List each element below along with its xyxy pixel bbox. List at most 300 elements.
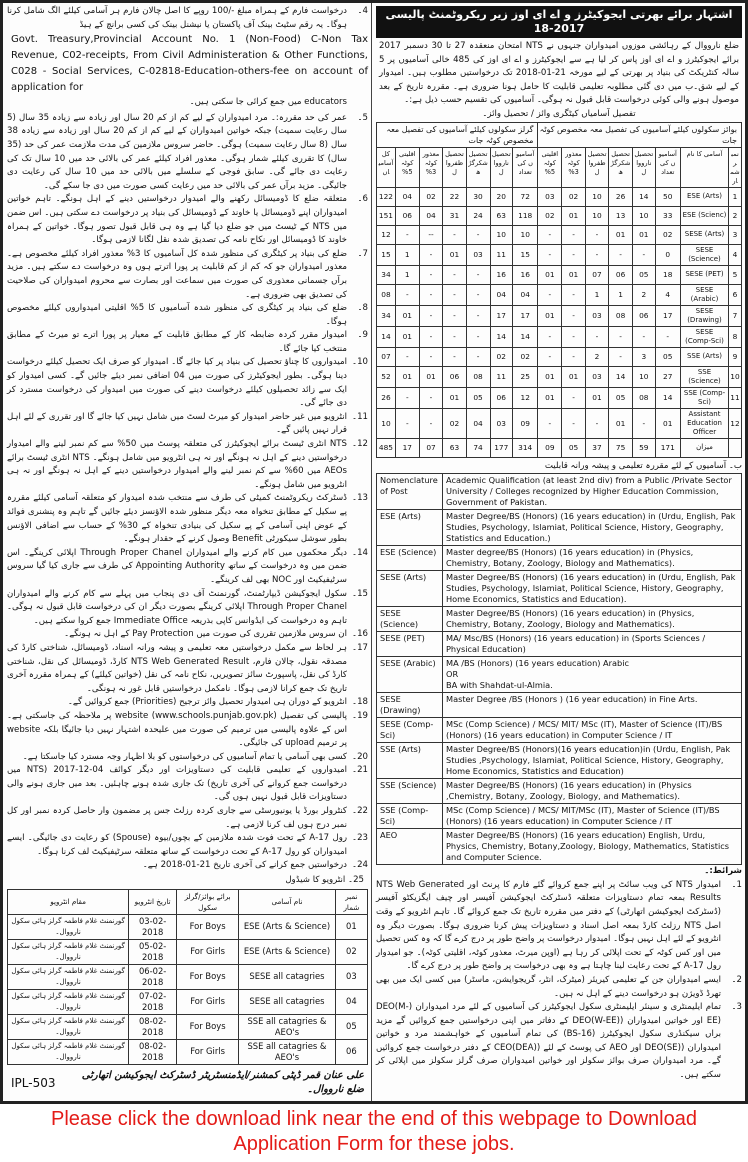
post-nomenclature: SESE (Arts) <box>377 571 443 607</box>
vacancy-cell: 10 <box>512 225 538 244</box>
schedule-cell: SESE all catagries <box>239 989 336 1014</box>
item-number: 5۔ <box>357 112 368 123</box>
signatory: علی عنان قمر ڈپٹی کمشنر/ایڈمنسٹریٹر ڈسٹرکٹ ایجوکیشن اتھارٹی ضلع نارووال۔ <box>81 1069 364 1095</box>
vacancy-cell: 10 <box>729 366 742 387</box>
vacancy-cell: 20 <box>490 187 512 206</box>
item-text: ان سروس ملازمین تقرری کی صورت میں Pay Protection کے اہل نہ ہونگے۔ <box>64 629 347 640</box>
vacancy-header: کل آسامیاں <box>377 147 396 187</box>
vacancy-cell: - <box>562 284 586 305</box>
vacancy-cell: - <box>466 225 490 244</box>
vacancy-cell: 01 <box>538 305 562 326</box>
vacancy-cell: 04 <box>466 408 490 438</box>
schedule-cell: گورنمنٹ غلام فاطمہ گرلز ہائی سکول نارووال۔ <box>8 989 129 1014</box>
item-number: 20۔ <box>352 751 368 762</box>
vacancy-cell: - <box>419 305 443 326</box>
vacancy-cell: - <box>443 265 466 284</box>
vacancy-cell: - <box>419 347 443 366</box>
vacancy-cell: - <box>562 326 586 347</box>
vacancy-row <box>377 244 742 265</box>
item-text: انٹرویو کے دوران ہی امیدوار تحصیل وائز ترجیح (Priorities) جمع کروائیں گے۔ <box>67 697 347 708</box>
post-name: SESE (Drawing) <box>681 305 729 326</box>
policy-item <box>7 588 368 629</box>
post-nomenclature: AEO <box>377 829 443 865</box>
vacancy-cell: - <box>585 225 608 244</box>
schedule-cell: 03 <box>335 964 367 989</box>
vacancy-cell: 01 <box>609 408 633 438</box>
post-name: SSE (Arts) <box>681 347 729 366</box>
vacancy-cell: - <box>633 408 655 438</box>
vacancy-cell: 04 <box>490 284 512 305</box>
ad-title: اشتہار برائے بھرتی ایجوکیٹرز و اے ای اوز زیر ریکروٹمنٹ پالیسی 2017-18 <box>376 6 742 38</box>
vacancy-cell: - <box>443 305 466 326</box>
schedule-cell: SSE all catagries & AEO's <box>239 1039 336 1064</box>
vacancy-cell: 03 <box>585 366 608 387</box>
condition-item <box>376 1001 742 1083</box>
vacancy-cell <box>729 438 742 457</box>
vacancy-cell: 05 <box>562 438 586 457</box>
vacancy-cell: -- <box>419 225 443 244</box>
post-nomenclature: SESE (Arabic) <box>377 657 443 693</box>
intro-text: ضلع نارووال کے رہائشی موزوں امیدواران جنہوں نے NTS امتحان منعقدہ 27 تا 30 دسمبر 2017 برائے ایجوکیٹرز و اے ای اوز پاس کر لیا ہے سے ایجوکیٹرز و اے ای اوز کی 485 خالی آسامیوں پر 5 سالہ کنٹریکٹ کی بنیاد پر بھرتی کے لیے مورخہ 21-01-2018 تک درخواستیں مطلوب ہیں۔ امیدوار کے لیے شق۔ب میں دی گئی مطلوبہ تعلیمی قابلیت کا حامل ہونا ضروری ہے۔ مقررہ تاریخ کے بعد موصول ہونے والی کوئی درخواست قابل قبول نہ ہوگی۔ آسامیوں کی تقسیم حسب ذیل ہے:۔ <box>379 41 739 106</box>
vacancy-cell: 37 <box>585 438 608 457</box>
vacancy-row <box>377 387 742 408</box>
vacancy-cell: 03 <box>585 305 608 326</box>
qualification-row <box>377 743 742 779</box>
item-4-tail: educators میں جمع کرائی جا سکتی ہیں۔ <box>189 97 347 108</box>
vacancy-cell: 15 <box>377 244 396 265</box>
schedule-row <box>8 989 368 1014</box>
vacancy-cell: 11 <box>490 244 512 265</box>
vacancy-cell: 09 <box>538 438 562 457</box>
policy-item <box>7 411 368 438</box>
qualification-row <box>377 718 742 743</box>
schedule-cell: SSE all catagries & AEO's <box>239 1014 336 1039</box>
qualification-row <box>377 657 742 693</box>
vacancy-cell: 02 <box>419 187 443 206</box>
vacancy-cell: 01 <box>538 366 562 387</box>
vacancy-cell: 59 <box>633 438 655 457</box>
vacancy-cell: 33 <box>655 206 681 225</box>
schedule-header: مقام انٹرویو <box>8 889 129 914</box>
vacancy-cell: 27 <box>655 366 681 387</box>
vacancy-cell: 06 <box>609 265 633 284</box>
condition-item <box>376 879 742 974</box>
schedule-cell: 05 <box>335 1014 367 1039</box>
vacancy-cell: 485 <box>377 438 396 457</box>
vacancy-cell: - <box>466 284 490 305</box>
policy-items <box>7 112 368 873</box>
vacancy-cell: - <box>466 265 490 284</box>
vacancy-cell: - <box>633 244 655 265</box>
vacancy-cell: 8 <box>729 326 742 347</box>
qualification-text: MA/ Msc/BS (Honors) (16 years education) in (Sports Sciences / Physical Education) <box>443 632 742 657</box>
schedule-cell: 04 <box>335 989 367 1014</box>
vacancy-cell: 63 <box>490 206 512 225</box>
vacancy-cell: 4 <box>655 284 681 305</box>
vacancy-header: آسامیوں کی تعداد <box>512 147 538 187</box>
vacancy-cell: 04 <box>512 284 538 305</box>
vacancy-cell: 6 <box>729 284 742 305</box>
vacancy-cell: - <box>538 408 562 438</box>
vacancy-cell: 151 <box>377 206 396 225</box>
vacancy-cell: 06 <box>443 366 466 387</box>
schedule-header: تاریخ انٹرویو <box>129 889 177 914</box>
vacancy-cell: - <box>538 326 562 347</box>
post-nomenclature: ESE (Arts) <box>377 510 443 546</box>
vacancy-cell: 16 <box>490 265 512 284</box>
post-name: میزان <box>681 438 729 457</box>
vacancy-cell: - <box>562 387 586 408</box>
vacancy-row <box>377 347 742 366</box>
condition-text: تمام ایلیمنٹری و سینئر ایلیمنٹری سکول ایجوکیٹرز کی آسامیوں کے لئے مرد امیدواران (DEO(M-EE) اور خواتین امیدواران (DEO(W-EE) کے دفاتر میں اپنی درخواستیں جمع کروائیں گے مزید براں سیکنڈری سکول ایجوکیٹرز (BS-16) کی تمام آسامیوں کے خواہشمند مرد و خواتین امیدواران (DEO(SE) اور AEO کی پوسٹ کے لئے (CEO(DEA) کے دفتر درخواست جمع کروائیں گے۔ مرد امیدواران صرف بوائز سکولز اور خواتین امیدواران صرف گرلز سکولز میں اپلائی کر سکتے ہیں۔ <box>376 1002 722 1081</box>
post-name: SESE (Science) <box>681 244 729 265</box>
item-4: 4۔ درخواست فارم کے ہمراہ مبلغ -/100 روپے کا اصل چالان فارم ہر آسامی کیلئے الگ شامل کرنا ہوگا۔ یہ رقم سٹیٹ بینک آف پاکستان یا نیشنل بینک کی کسی برانچ کے ہیڈ <box>7 6 368 30</box>
item-text: ڈسٹرکٹ ریکروٹمنٹ کمیٹی کی طرف سے منتخب شدہ امیدوار کو متعلقہ آسامی کیلئے مقررہ پے سکیل کے مطابق تنخواہ معہ دیگر منظور شدہ الاؤنسز دیئے جائیں گے تاہم وہ پنشنری فوائد کے عوض اپنی آسامی کے پے سکیل کی بنیادی تنخواہ کے 30% کے حساب سے اضافی الاؤنس بطور سوشل سیکورٹی Benefit وصول کرنے کے حقدار ہونگے۔ <box>7 493 347 545</box>
qualification-row <box>377 571 742 607</box>
vacancy-cell: 01 <box>443 244 466 265</box>
vacancy-cell: - <box>585 408 608 438</box>
vacancy-cell: 07 <box>377 347 396 366</box>
vacancy-cell: - <box>443 326 466 347</box>
vacancy-row <box>377 225 742 244</box>
vacancy-cell: - <box>419 244 443 265</box>
schedule-cell: 03-02-2018 <box>129 914 177 939</box>
vacancy-cell: 01 <box>538 265 562 284</box>
vacancy-cell: 10 <box>585 206 608 225</box>
condition-text: ایسے امیدواران جن کے تعلیمی کیریئر (میٹرک، انٹر، گریجوایشن، ماسٹر) میں کسی ایک میں بھی تھرڈ ڈویژن ہو درخواست دینے کے اہل نہ ہیں۔ <box>376 974 721 999</box>
policy-item <box>7 859 368 873</box>
condition-item <box>376 974 742 1001</box>
vacancy-cell: 30 <box>466 187 490 206</box>
vacancy-cell: 02 <box>443 408 466 438</box>
vacancy-header: نمبر شمار <box>729 147 742 187</box>
vacancy-cell: 01 <box>395 326 419 347</box>
item-text: امیدوار مقرر کردہ ضابطہ کار کے مطابق قابلیت کے معیار پر پورا اترے تو میرٹ کے مطابق منتخب کیا جائے گا۔ <box>7 330 347 354</box>
schedule-cell: 05-02-2018 <box>129 939 177 964</box>
vacancy-cell: 17 <box>395 438 419 457</box>
vacancy-cell: 2 <box>729 206 742 225</box>
vacancy-cell: - <box>443 347 466 366</box>
item-text: درخواستیں جمع کرانے کی آخری تاریخ 21-01-2018 ہے۔ <box>142 860 347 871</box>
post-name: ESE (Arts) <box>681 187 729 206</box>
vacancy-cell: 10 <box>633 366 655 387</box>
vacancy-cell: 26 <box>377 387 396 408</box>
download-notice: Please click the download link near the end of this webpage to Download Application Form for these jobs. <box>51 1107 697 1155</box>
item-text: دیگر محکموں میں کام کرنے والے امیدواران Through Proper Chanel اپلائی کرینگے۔ اس ضمن میں وہ درخواست کے ساتھ Appointing Authority کی طرف سے جاری کیا گیا سروس سرٹیفیکیٹ اور NOC بھی لف کرینگے۔ <box>7 547 347 585</box>
vacancy-cell: 14 <box>490 326 512 347</box>
qualification-text: Academic Qualification (at least 2nd div) from a Public /Private Sector University / Colleges recognized by Higher Education Commission, Government of Pakistan. <box>443 474 742 510</box>
vacancy-cell: 05 <box>609 387 633 408</box>
item-text: انٹرویو میں غیر حاضر امیدوار کو میرٹ لسٹ میں شامل نہیں کیا جائے گا اور تقرری کے لئے اہل قرار نہیں پائیں گے۔ <box>7 411 347 436</box>
vacancy-cell: - <box>538 284 562 305</box>
item-text: پالیسی کی تفصیل website (www.schools.punjab.gov.pk) پر ملاحظہ کی جاسکتی ہے۔ اس کے علاوہ پالیسی میں ترمیم کی صورت میں علیحدہ اشتہار نہیں دیا جائیگا بلکہ website پر ترمیم upload کی جائیگی۔ <box>7 710 347 749</box>
item-number: 13۔ <box>352 493 368 504</box>
qualification-text: Master Degree /BS (Honors ) (16 year education) in Fine Arts. <box>443 693 742 718</box>
qualification-text: Master Degree/BS (Honors) (16 years education) in (Urdu, English, Pak Studies, Psychology, Islamiat, Political Science, History, Geography, Home Economics, Statistics and Education). <box>443 571 742 607</box>
vacancy-cell: - <box>562 244 586 265</box>
policy-item <box>7 438 368 492</box>
post-nomenclature: ESE (Science) <box>377 546 443 571</box>
schedule-header: برائے بوائز/گرلز سکول <box>177 889 239 914</box>
vacancy-cell: - <box>655 326 681 347</box>
vacancy-cell: 01 <box>562 265 586 284</box>
vacancy-cell: 10 <box>633 206 655 225</box>
item-number: 16۔ <box>352 629 368 640</box>
post-name: SESE (PET) <box>681 265 729 284</box>
schedule-cell: ESE (Arts & Science) <box>239 939 336 964</box>
vacancy-cell: - <box>466 326 490 347</box>
vacancy-cell: 31 <box>443 206 466 225</box>
policy-item <box>7 751 368 765</box>
post-nomenclature: SSE (Comp-Sci) <box>377 804 443 829</box>
schedule-cell: SESE all catagries <box>239 964 336 989</box>
vacancy-cell: 50 <box>655 187 681 206</box>
vacancy-cell: 18 <box>655 265 681 284</box>
item-number: 19۔ <box>352 710 368 721</box>
qualification-row <box>377 829 742 865</box>
vacancy-cell: 02 <box>538 206 562 225</box>
policy-item <box>7 248 368 302</box>
condition-number: 2۔ <box>731 974 742 985</box>
vacancy-cell: 75 <box>609 438 633 457</box>
vacancy-cell: 01 <box>395 366 419 387</box>
vacancy-cell: 08 <box>466 366 490 387</box>
vacancy-header: تحصیل شکرگڑھ <box>609 147 633 187</box>
item-number: 10۔ <box>352 357 368 368</box>
vacancy-cell: 2 <box>585 347 608 366</box>
policy-item <box>7 805 368 832</box>
vacancy-cell: - <box>562 305 586 326</box>
vacancy-cell: - <box>419 284 443 305</box>
condition-number: 3۔ <box>731 1002 742 1013</box>
vacancy-header: تحصیل نارووال <box>633 147 655 187</box>
policy-item <box>7 329 368 356</box>
schedule-cell: گورنمنٹ غلام فاطمہ گرلز ہائی سکول نارووال۔ <box>8 1014 129 1039</box>
schedule-cell: For Boys <box>177 1014 239 1039</box>
schedule-header: نمبر شمار <box>335 889 367 914</box>
vacancy-cell: 11 <box>729 387 742 408</box>
policy-item <box>7 832 368 859</box>
vacancy-cell: - <box>395 225 419 244</box>
vacancy-cell: 314 <box>512 438 538 457</box>
vacancy-header: آسامی کا نام <box>681 147 729 187</box>
vacancy-cell: 10 <box>490 225 512 244</box>
policy-item <box>7 193 368 247</box>
qualification-row <box>377 632 742 657</box>
post-name: Assistant Education Officer <box>681 408 729 438</box>
vacancy-cell: 0 <box>655 244 681 265</box>
vacancy-cell: 02 <box>512 347 538 366</box>
post-name: SESE (Comp-Sci) <box>681 326 729 347</box>
vacancy-cell: 05 <box>466 387 490 408</box>
vacancy-row <box>377 284 742 305</box>
item-number: 21۔ <box>352 765 368 776</box>
qualification-text: MSc (Comp Science) / MCS/ MIT/MSc (IT), Master of Science (IT)/BS (Honors) (16 years education) in Computer Science / IT <box>443 804 742 829</box>
ipl-code: IPL-503 <box>11 1075 56 1090</box>
qualification-text: MA /BS (Honors) (16 years education) Arabic OR BA with Shahdat-ul-Almia. <box>443 657 742 693</box>
item-number: 7۔ <box>357 248 368 259</box>
policy-item <box>7 710 368 751</box>
vacancy-cell: 74 <box>466 438 490 457</box>
item-text: کنٹرولر بورڈ یا یونیورسٹی سے جاری کردہ رزلٹ جس پر مضمون وار حاصل کردہ نمبر اور کل نمبر درج ہوں لف کرنا لازمی ہے۔ <box>7 806 347 830</box>
vacancy-cell: 72 <box>512 187 538 206</box>
qualification-row <box>377 607 742 632</box>
vacancy-cell: - <box>443 225 466 244</box>
schedule-cell: For Girls <box>177 939 239 964</box>
policy-item <box>7 302 368 329</box>
schedule-cell: 08-02-2018 <box>129 1014 177 1039</box>
vacancy-cell: 06 <box>395 206 419 225</box>
interview-schedule-table <box>7 889 368 1065</box>
policy-item <box>7 764 368 805</box>
vacancy-cell: - <box>609 244 633 265</box>
item-number: 24۔ <box>352 860 368 871</box>
treasury-account-text: Govt. Treasury,Provincial Account No. 1 (Non-Food) C-Non Tax Revenue, C02-receipts, From Civil Administeration & Other Functions, C028 - Social Services, C-02818-Education-others-fee on account of application for <box>11 34 368 94</box>
vacancy-cell: 02 <box>490 347 512 366</box>
qualification-text: Master Degree/BS (Honors)(16 years education)in (Urdu, English, Pak Studies ,Psychology, Islamiat, Political Science, History, Geography, Home Economics, Statistics and Education) <box>443 743 742 779</box>
item-text: ہر لحاظ سے مکمل درخواستیں معہ تعلیمی و پیشہ ورانہ اسناد، ڈومیسائل، شناختی کارڈ کی مصدقہ نقول، چالان فارم، NTS Web Generated Result کارڈ، ڈومیسائل کی نقل، شناختی کارڈ کی نقل، پاسپورٹ سائز تصویریں، نکاح نامہ کی نقل (خواتین کیلئے) کے ہمراہ مقررہ آخری تاریخ تک جمع کرانا لازمی ہوگا۔ نامکمل درخواستیں قابل غور نہ ہونگی۔ <box>7 642 347 694</box>
vacancy-cell: 10 <box>585 187 608 206</box>
vacancy-cell: 14 <box>609 366 633 387</box>
policy-item <box>7 112 368 194</box>
vacancy-row <box>377 206 742 225</box>
vacancy-header: تحصیل ظفروال <box>443 147 466 187</box>
vacancy-cell: - <box>395 408 419 438</box>
table-caption: تفصیل آسامیاں کیٹگری وائز / تحصیل وائز۔ <box>482 108 636 119</box>
vacancy-cell: - <box>562 347 586 366</box>
item-text: امیدواروں کے تعلیمی قابلیت کی دستاویزات اور دیگر کوائف 04-12-2017 (NTS میں درخواست جمع کروانے کی آخری تاریخ) تک جاری شدہ ہونے چاہئیں۔ بعد میں جاری ہونے والی دستاویزات قابل قبول نہیں ہوں گی۔ <box>7 765 347 803</box>
vacancy-cell: 63 <box>443 438 466 457</box>
vacancy-header: تحصیل شکرگڑھ <box>466 147 490 187</box>
vacancy-cell: 1 <box>395 244 419 265</box>
item-number: 14۔ <box>352 547 368 558</box>
vacancy-cell: - <box>538 347 562 366</box>
post-nomenclature: SESE (Comp-Sci) <box>377 718 443 743</box>
qualification-text: Master Degree/BS (Honors) (16 years education) in (Physics, Chemistry, Botany, Zoology, Biology and Mathematics). <box>443 607 742 632</box>
vacancy-cell: 01 <box>633 225 655 244</box>
vacancy-cell: 14 <box>512 326 538 347</box>
vacancy-cell: 01 <box>655 408 681 438</box>
vacancy-cell: 02 <box>655 225 681 244</box>
vacancy-cell: 01 <box>443 387 466 408</box>
vacancy-header: تحصیل نارووال <box>490 147 512 187</box>
vacancy-header: اقلیتی کوٹہ 5% <box>538 147 562 187</box>
vacancy-cell: 06 <box>633 305 655 326</box>
schedule-header: نام آسامی <box>239 889 336 914</box>
schedule-cell: 01 <box>335 914 367 939</box>
vacancy-cell: 06 <box>490 387 512 408</box>
signature-block <box>7 1069 368 1097</box>
item-number: 8۔ <box>357 303 368 314</box>
vacancy-cell: 3 <box>729 225 742 244</box>
vacancy-cell: - <box>562 225 586 244</box>
vacancy-cell: 14 <box>377 326 396 347</box>
post-name: SSE (Comp-Sci) <box>681 387 729 408</box>
qualification-table <box>376 473 742 865</box>
vacancy-header: تحصیل ظفروال <box>585 147 608 187</box>
vacancy-cell: 22 <box>443 187 466 206</box>
schedule-row <box>8 914 368 939</box>
boys-group-header: بوائز سکولوں کیلئے آسامیوں کی تفصیل معہ مخصوص کوٹہ جات <box>538 122 742 147</box>
vacancy-cell: 17 <box>512 305 538 326</box>
vacancy-cell: 26 <box>609 187 633 206</box>
vacancy-row <box>377 326 742 347</box>
vacancy-cell: 04 <box>395 187 419 206</box>
item-number: 22۔ <box>352 806 368 817</box>
policy-item <box>7 696 368 710</box>
vacancy-cell: - <box>419 265 443 284</box>
policy-item <box>7 628 368 642</box>
post-name: SESE (Arts) <box>681 225 729 244</box>
item-text: عمر کی حد مقررہ:۔ مرد امیدواران کے لیے کم از کم 20 سال اور زیادہ سے زیادہ 35 سال (5 سال رعایت سمیت) جبکہ خواتین امیدواران کے لیے کم از کم 20 سال اور زیادہ سے زیادہ 38 سال (8 سال رعایت سمیت) ہوگی۔ حاضر سروس ملازمین کی مدت ملازمت عمر کی حد (35 سال) کا تقرری کیلئے شمار ہوگی۔ معذور افراد کیلئے عمر کی بالائی حد میں 10 سال تک کی رعایت دی جائے گی۔ سابق فوجی کے سلسلے میں بالائی حد میں 10 سال کی رعایت دی جائیگی۔ مزید برآں عمر کی بالائی حد میں رعایت کسی صورت میں دی جا سکے گی۔ <box>7 112 348 191</box>
vacancy-cell: - <box>538 225 562 244</box>
policy-item <box>7 356 368 410</box>
schedule-cell: For Girls <box>177 989 239 1014</box>
schedule-row <box>8 964 368 989</box>
vacancy-cell: - <box>538 244 562 265</box>
post-name: ESE (Scienc) <box>681 206 729 225</box>
vacancy-cell: 17 <box>490 305 512 326</box>
vacancy-cell: 01 <box>395 305 419 326</box>
item-number: 11۔ <box>352 411 368 422</box>
qualification-text: MSc (Comp Science) / MCS/ MIT/ MSc (IT), Master of Science (IT)/BS (Honors) (16 years education) in Computer Science / IT <box>443 718 742 743</box>
schedule-cell: گورنمنٹ غلام فاطمہ گرلز ہائی سکول نارووال۔ <box>8 1039 129 1064</box>
vacancy-cell: 2 <box>633 284 655 305</box>
post-nomenclature: SSE (Arts) <box>377 743 443 779</box>
vacancy-cell: 4 <box>729 244 742 265</box>
schedule-cell: For Boys <box>177 914 239 939</box>
item-number: 15۔ <box>352 588 368 599</box>
girls-group-header: گرلز سکولوں کیلئے آسامیوں کی تفصیل معہ مخصوص کوٹہ جات <box>377 122 538 147</box>
schedule-cell: گورنمنٹ غلام فاطمہ گرلز ہائی سکول نارووال۔ <box>8 964 129 989</box>
qualification-row <box>377 546 742 571</box>
vacancy-cell: - <box>443 284 466 305</box>
vacancy-cell: 34 <box>377 305 396 326</box>
vacancy-cell: 9 <box>729 347 742 366</box>
schedule-row <box>8 1014 368 1039</box>
vacancy-cell: 01 <box>585 387 608 408</box>
vacancy-cell: 16 <box>512 265 538 284</box>
vacancy-cell: - <box>419 326 443 347</box>
vacancy-cell: 34 <box>377 265 396 284</box>
vacancy-cell: 171 <box>655 438 681 457</box>
item-text: متعلقہ ضلع کا ڈومیسائل رکھنے والے امیدوار درخواستیں دینے کے اہل ہونگے۔ تاہم خواتین امیدواران اپنے ڈومیسائل یا خاوند کے ڈومیسائل کی بنیاد پر درخواست دے سکتی ہیں۔ اس ضمن میں NTS کے ٹیسٹ میں جو ضلع دیا گیا ہے وہ ہی قابل قبول تصور ہوگا۔ خواتین کے ہمراہ خاوند کا ڈومیسائل اور نکاح نامہ کی تصدیق شدہ نقل لگانا لازمی ہوگا۔ <box>7 194 347 246</box>
left-column <box>3 3 371 1101</box>
qualification-row <box>377 693 742 718</box>
right-column <box>371 3 745 1101</box>
vacancy-cell: 1 <box>585 284 608 305</box>
vacancy-cell: 05 <box>633 265 655 284</box>
conditions-list <box>376 879 742 1083</box>
vacancy-cell: - <box>585 326 608 347</box>
schedule-cell: گورنمنٹ غلام فاطمہ گرلز ہائی سکول نارووال۔ <box>8 939 129 964</box>
condition-number: 1۔ <box>731 879 742 890</box>
vacancy-cell: 11 <box>490 366 512 387</box>
item-text: امیدواروں کا چناؤ تحصیل کی بنیاد پر کیا جائے گا۔ امیدوار کو صرف ایک تحصیل کیلئے درخواست دینا ہوگی۔ بطور ایجوکیٹرز کی صورت میں 04 اضافی نمبر دیئے جائیں گے۔ کسی امیدوار کو ایک سے زائد تحصیلوں کیلئے درخواست دینے کی صورت میں امیدوار کی درخواست مسترد کر دی جائے گی۔ <box>7 357 347 409</box>
vacancy-cell: - <box>466 347 490 366</box>
vacancy-cell: - <box>562 408 586 438</box>
vacancy-row <box>377 305 742 326</box>
vacancy-cell: - <box>419 408 443 438</box>
schedule-cell: 02 <box>335 939 367 964</box>
policy-item <box>7 547 368 588</box>
post-nomenclature: SESE (Science) <box>377 607 443 632</box>
vacancy-cell: 03 <box>490 408 512 438</box>
vacancy-cell: 3 <box>633 347 655 366</box>
schedule-cell: For Boys <box>177 964 239 989</box>
vacancy-cell: 02 <box>562 187 586 206</box>
vacancy-cell: 03 <box>538 187 562 206</box>
